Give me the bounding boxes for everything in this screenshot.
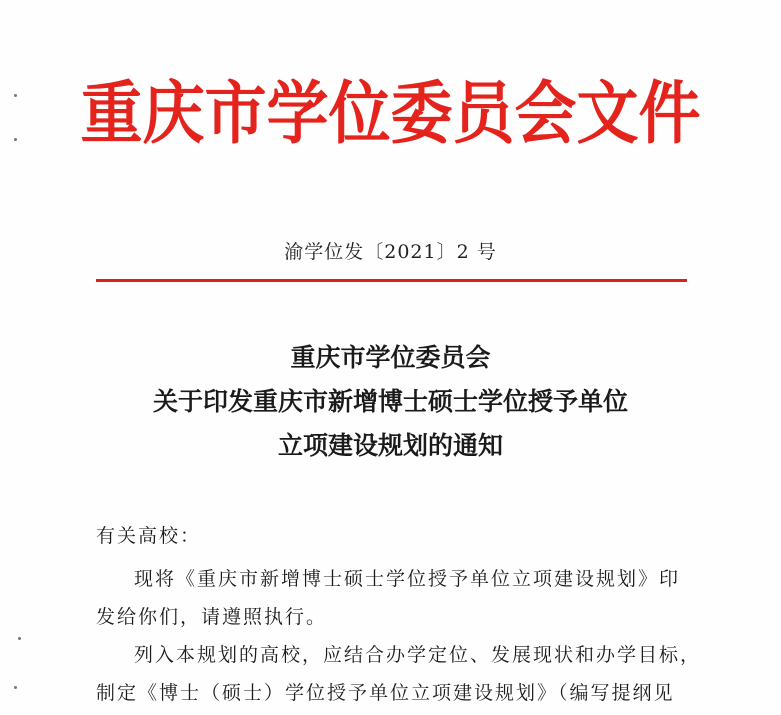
title-line-2: 关于印发重庆市新增博士硕士学位授予单位: [152, 387, 628, 416]
document-number: 渝学位发〔2021〕2 号: [284, 241, 497, 263]
title-line-3: 立项建设规划的通知: [277, 431, 503, 460]
paragraph-2-line-1: 列入本规划的高校，应结合办学定位、发展现状和办学目标，: [134, 644, 702, 666]
issuer-masthead: 重庆市学位委员会文件: [80, 73, 701, 154]
paragraph-2-line-2: 制定《博士（硕士）学位授予单位立项建设规划》（编写提纲见: [96, 682, 675, 704]
paragraph-1-line-1: 现将《重庆市新增博士硕士学位授予单位立项建设规划》印: [134, 568, 681, 590]
scan-speck: [14, 686, 17, 689]
salutation: 有关高校：: [96, 525, 202, 547]
red-separator-line: [96, 279, 687, 282]
title-line-1: 重庆市学位委员会: [290, 343, 491, 372]
document-title: [0, 336, 781, 468]
paragraph-1-line-2: 发给你们，请遵照执行。: [96, 606, 328, 628]
scan-speck: [18, 637, 21, 640]
